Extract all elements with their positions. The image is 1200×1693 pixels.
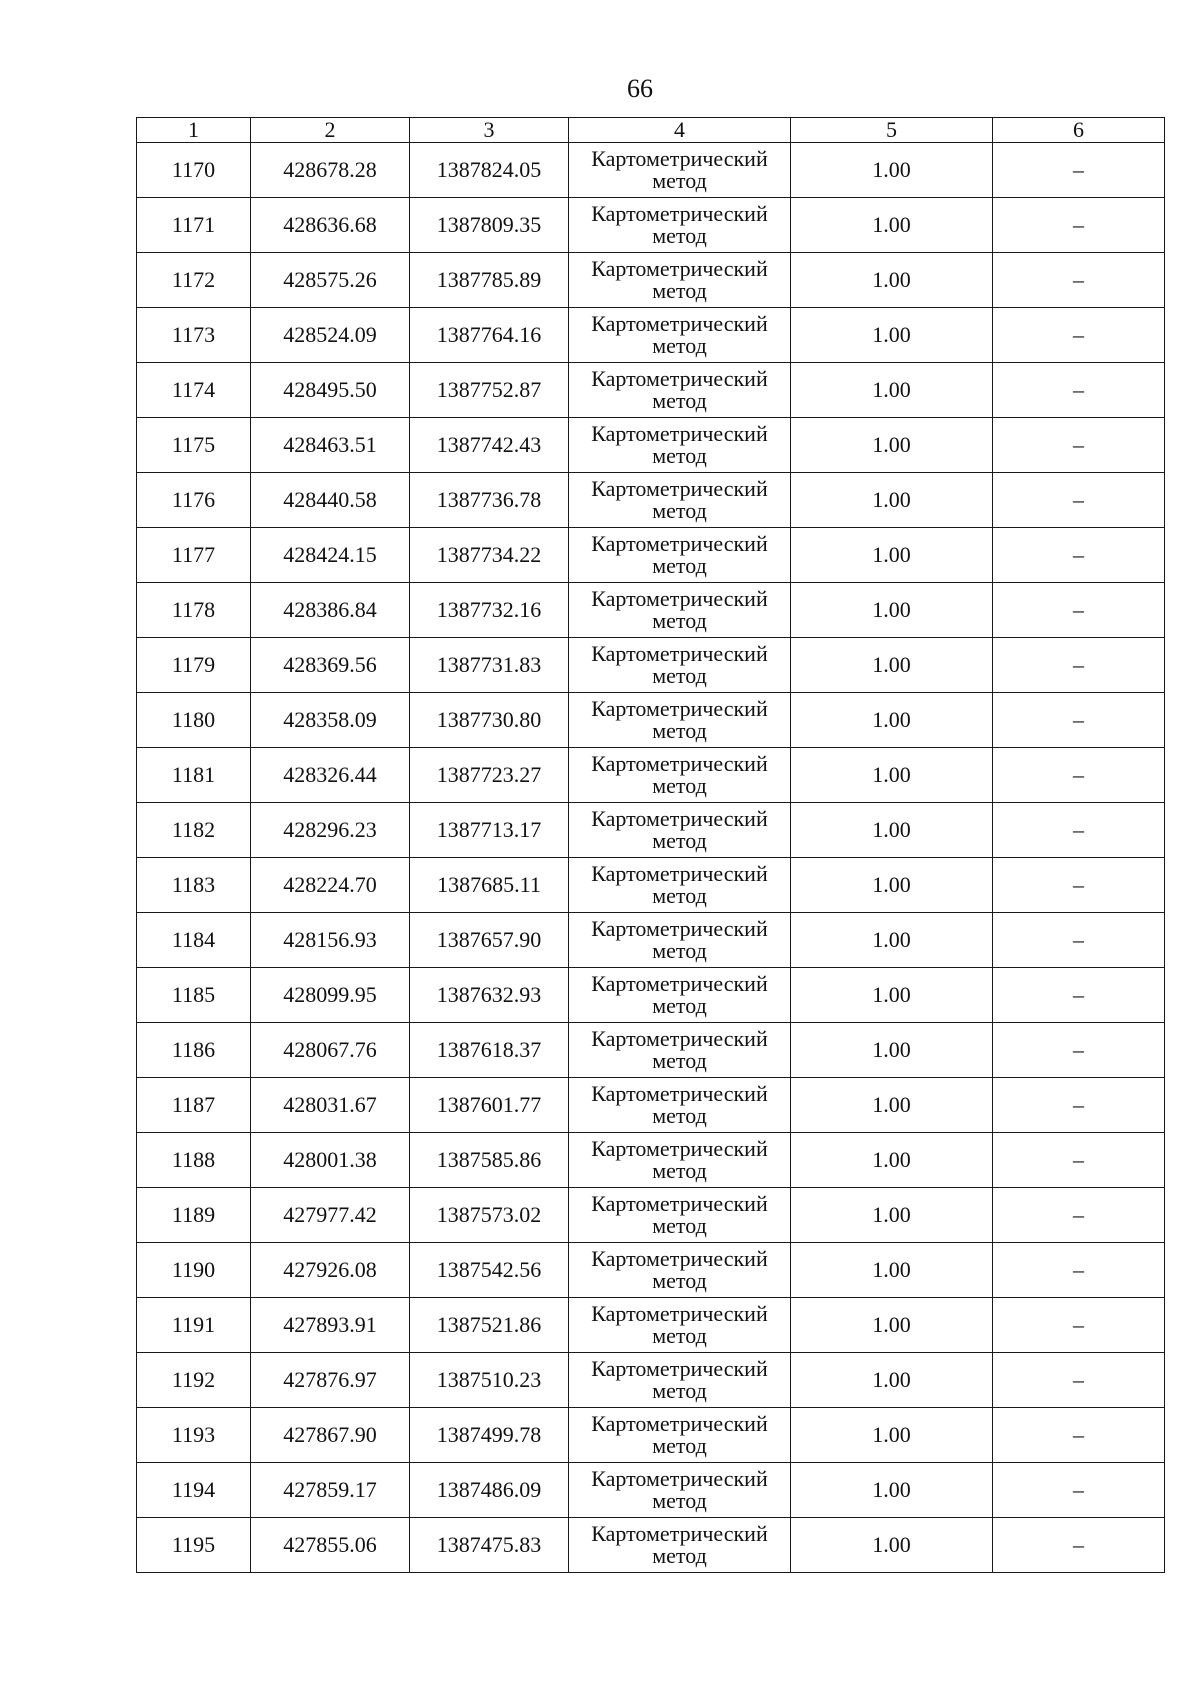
method-line-2: метод [652, 608, 707, 633]
method-line-1: Картометрический [591, 696, 768, 721]
note-cell: – [993, 1408, 1165, 1463]
method-line-1: Картометрический [591, 1356, 768, 1381]
x-coordinate-cell: 428031.67 [251, 1078, 410, 1133]
accuracy-cell: 1.00 [791, 638, 993, 693]
method-cell [569, 1078, 791, 1133]
x-coordinate-cell: 428369.56 [251, 638, 410, 693]
accuracy-cell: 1.00 [791, 1463, 993, 1518]
point-number-cell: 1178 [137, 583, 251, 638]
point-number-cell: 1186 [137, 1023, 251, 1078]
y-coordinate-cell: 1387475.83 [410, 1518, 569, 1573]
method-cell [569, 363, 791, 418]
y-coordinate-cell: 1387521.86 [410, 1298, 569, 1353]
y-coordinate-cell: 1387510.23 [410, 1353, 569, 1408]
method-cell [569, 473, 791, 528]
point-number-cell: 1188 [137, 1133, 251, 1188]
note-cell: – [993, 1353, 1165, 1408]
note-cell: – [993, 693, 1165, 748]
y-coordinate-cell: 1387809.35 [410, 198, 569, 253]
x-coordinate-cell: 428636.68 [251, 198, 410, 253]
method-line-1: Картометрический [591, 1411, 768, 1436]
point-number-cell: 1187 [137, 1078, 251, 1133]
point-number-cell: 1195 [137, 1518, 251, 1573]
note-cell: – [993, 1078, 1165, 1133]
method-cell [569, 253, 791, 308]
method-line-1: Картометрический [591, 1301, 768, 1326]
method-cell [569, 803, 791, 858]
y-coordinate-cell: 1387734.22 [410, 528, 569, 583]
note-cell: – [993, 1133, 1165, 1188]
note-cell: – [993, 473, 1165, 528]
y-coordinate-cell: 1387585.86 [410, 1133, 569, 1188]
x-coordinate-cell: 428463.51 [251, 418, 410, 473]
method-line-1: Картометрический [591, 586, 768, 611]
table-row [137, 308, 1165, 363]
accuracy-cell: 1.00 [791, 968, 993, 1023]
accuracy-cell: 1.00 [791, 803, 993, 858]
method-line-1: Картометрический [591, 476, 768, 501]
method-line-2: метод [652, 828, 707, 853]
method-cell [569, 528, 791, 583]
method-line-2: метод [652, 1433, 707, 1458]
table-row [137, 858, 1165, 913]
method-cell [569, 143, 791, 198]
accuracy-cell: 1.00 [791, 1353, 993, 1408]
method-cell [569, 1298, 791, 1353]
point-number-cell: 1182 [137, 803, 251, 858]
x-coordinate-cell: 428495.50 [251, 363, 410, 418]
point-number-cell: 1173 [137, 308, 251, 363]
method-cell [569, 1518, 791, 1573]
method-line-1: Картометрический [591, 1466, 768, 1491]
table-row [137, 1078, 1165, 1133]
method-line-1: Картометрический [591, 806, 768, 831]
method-line-2: метод [652, 168, 707, 193]
table-row [137, 1243, 1165, 1298]
point-number-cell: 1179 [137, 638, 251, 693]
method-line-2: метод [652, 1488, 707, 1513]
method-line-1: Картометрический [591, 531, 768, 556]
method-line-1: Картометрический [591, 1136, 768, 1161]
method-cell [569, 308, 791, 363]
y-coordinate-cell: 1387732.16 [410, 583, 569, 638]
point-number-cell: 1170 [137, 143, 251, 198]
method-line-1: Картометрический [591, 1246, 768, 1271]
method-line-2: метод [652, 498, 707, 523]
table-row [137, 913, 1165, 968]
method-cell [569, 638, 791, 693]
accuracy-cell: 1.00 [791, 913, 993, 968]
method-cell [569, 968, 791, 1023]
header-col-4: 4 [569, 118, 791, 143]
point-number-cell: 1183 [137, 858, 251, 913]
y-coordinate-cell: 1387601.77 [410, 1078, 569, 1133]
note-cell: – [993, 308, 1165, 363]
method-line-1: Картометрический [591, 201, 768, 226]
y-coordinate-cell: 1387824.05 [410, 143, 569, 198]
x-coordinate-cell: 428440.58 [251, 473, 410, 528]
point-number-cell: 1175 [137, 418, 251, 473]
note-cell: – [993, 418, 1165, 473]
x-coordinate-cell: 427977.42 [251, 1188, 410, 1243]
point-number-cell: 1176 [137, 473, 251, 528]
y-coordinate-cell: 1387486.09 [410, 1463, 569, 1518]
x-coordinate-cell: 428099.95 [251, 968, 410, 1023]
method-cell [569, 1133, 791, 1188]
y-coordinate-cell: 1387731.83 [410, 638, 569, 693]
header-col-5: 5 [791, 118, 993, 143]
header-col-2: 2 [251, 118, 410, 143]
accuracy-cell: 1.00 [791, 253, 993, 308]
table-row [137, 473, 1165, 528]
accuracy-cell: 1.00 [791, 1078, 993, 1133]
table-row [137, 1298, 1165, 1353]
header-col-3: 3 [410, 118, 569, 143]
header-col-6: 6 [993, 118, 1165, 143]
table-row [137, 363, 1165, 418]
table-row [137, 748, 1165, 803]
x-coordinate-cell: 428524.09 [251, 308, 410, 363]
accuracy-cell: 1.00 [791, 748, 993, 803]
y-coordinate-cell: 1387752.87 [410, 363, 569, 418]
table-row [137, 1188, 1165, 1243]
method-line-1: Картометрический [591, 1026, 768, 1051]
table-row [137, 1463, 1165, 1518]
method-line-2: метод [652, 938, 707, 963]
accuracy-cell: 1.00 [791, 528, 993, 583]
x-coordinate-cell: 428424.15 [251, 528, 410, 583]
point-number-cell: 1189 [137, 1188, 251, 1243]
method-cell [569, 858, 791, 913]
method-cell [569, 1408, 791, 1463]
table-row [137, 418, 1165, 473]
header-row [137, 118, 1165, 143]
point-number-cell: 1177 [137, 528, 251, 583]
point-number-cell: 1190 [137, 1243, 251, 1298]
method-line-2: метод [652, 883, 707, 908]
method-line-2: метод [652, 663, 707, 688]
method-cell [569, 583, 791, 638]
point-number-cell: 1174 [137, 363, 251, 418]
point-number-cell: 1180 [137, 693, 251, 748]
x-coordinate-cell: 428001.38 [251, 1133, 410, 1188]
coordinates-table [136, 117, 1165, 1573]
note-cell: – [993, 1518, 1165, 1573]
table-row [137, 1518, 1165, 1573]
note-cell: – [993, 913, 1165, 968]
note-cell: – [993, 143, 1165, 198]
point-number-cell: 1192 [137, 1353, 251, 1408]
note-cell: – [993, 1463, 1165, 1518]
point-number-cell: 1191 [137, 1298, 251, 1353]
method-line-2: метод [652, 278, 707, 303]
y-coordinate-cell: 1387685.11 [410, 858, 569, 913]
note-cell: – [993, 1298, 1165, 1353]
note-cell: – [993, 748, 1165, 803]
y-coordinate-cell: 1387657.90 [410, 913, 569, 968]
note-cell: – [993, 968, 1165, 1023]
accuracy-cell: 1.00 [791, 858, 993, 913]
method-line-2: метод [652, 1158, 707, 1183]
method-cell [569, 1353, 791, 1408]
note-cell: – [993, 583, 1165, 638]
note-cell: – [993, 363, 1165, 418]
method-line-2: метод [652, 993, 707, 1018]
x-coordinate-cell: 427859.17 [251, 1463, 410, 1518]
accuracy-cell: 1.00 [791, 473, 993, 528]
method-line-2: метод [652, 1268, 707, 1293]
method-line-1: Картометрический [591, 311, 768, 336]
accuracy-cell: 1.00 [791, 1133, 993, 1188]
x-coordinate-cell: 428326.44 [251, 748, 410, 803]
note-cell: – [993, 253, 1165, 308]
page-number: 66 [627, 74, 653, 103]
point-number-cell: 1181 [137, 748, 251, 803]
accuracy-cell: 1.00 [791, 1243, 993, 1298]
note-cell: – [993, 1188, 1165, 1243]
method-cell [569, 1023, 791, 1078]
method-line-1: Картометрический [591, 971, 768, 996]
point-number-cell: 1184 [137, 913, 251, 968]
note-cell: – [993, 638, 1165, 693]
x-coordinate-cell: 427893.91 [251, 1298, 410, 1353]
table-row [137, 198, 1165, 253]
method-line-1: Картометрический [591, 1521, 768, 1546]
table-body [137, 143, 1165, 1573]
method-line-1: Картометрический [591, 751, 768, 776]
note-cell: – [993, 198, 1165, 253]
accuracy-cell: 1.00 [791, 693, 993, 748]
x-coordinate-cell: 427926.08 [251, 1243, 410, 1298]
table-row [137, 253, 1165, 308]
y-coordinate-cell: 1387736.78 [410, 473, 569, 528]
table-row [137, 1023, 1165, 1078]
x-coordinate-cell: 428575.26 [251, 253, 410, 308]
y-coordinate-cell: 1387730.80 [410, 693, 569, 748]
method-cell [569, 748, 791, 803]
table-row [137, 638, 1165, 693]
method-line-1: Картометрический [591, 146, 768, 171]
method-line-2: метод [652, 553, 707, 578]
method-line-2: метод [652, 773, 707, 798]
y-coordinate-cell: 1387573.02 [410, 1188, 569, 1243]
accuracy-cell: 1.00 [791, 308, 993, 363]
x-coordinate-cell: 428067.76 [251, 1023, 410, 1078]
note-cell: – [993, 1023, 1165, 1078]
point-number-cell: 1185 [137, 968, 251, 1023]
y-coordinate-cell: 1387785.89 [410, 253, 569, 308]
table-row [137, 583, 1165, 638]
table-row [137, 1353, 1165, 1408]
method-cell [569, 1243, 791, 1298]
table-row [137, 693, 1165, 748]
accuracy-cell: 1.00 [791, 1023, 993, 1078]
method-line-2: метод [652, 1323, 707, 1348]
y-coordinate-cell: 1387764.16 [410, 308, 569, 363]
x-coordinate-cell: 428224.70 [251, 858, 410, 913]
method-cell [569, 1188, 791, 1243]
method-cell [569, 198, 791, 253]
method-line-2: метод [652, 718, 707, 743]
x-coordinate-cell: 428296.23 [251, 803, 410, 858]
method-line-1: Картометрический [591, 256, 768, 281]
x-coordinate-cell: 427876.97 [251, 1353, 410, 1408]
accuracy-cell: 1.00 [791, 1518, 993, 1573]
method-line-2: метод [652, 1213, 707, 1238]
method-line-2: метод [652, 1543, 707, 1568]
note-cell: – [993, 1243, 1165, 1298]
point-number-cell: 1194 [137, 1463, 251, 1518]
accuracy-cell: 1.00 [791, 418, 993, 473]
method-line-2: метод [652, 1103, 707, 1128]
y-coordinate-cell: 1387618.37 [410, 1023, 569, 1078]
method-line-1: Картометрический [591, 916, 768, 941]
x-coordinate-cell: 428386.84 [251, 583, 410, 638]
y-coordinate-cell: 1387713.17 [410, 803, 569, 858]
method-cell [569, 693, 791, 748]
table-row [137, 143, 1165, 198]
table-row [137, 1133, 1165, 1188]
note-cell: – [993, 858, 1165, 913]
accuracy-cell: 1.00 [791, 1298, 993, 1353]
method-line-2: метод [652, 333, 707, 358]
method-line-1: Картометрический [591, 421, 768, 446]
x-coordinate-cell: 427867.90 [251, 1408, 410, 1463]
x-coordinate-cell: 428156.93 [251, 913, 410, 968]
table-row [137, 528, 1165, 583]
accuracy-cell: 1.00 [791, 363, 993, 418]
method-line-1: Картометрический [591, 1081, 768, 1106]
note-cell: – [993, 528, 1165, 583]
method-cell [569, 913, 791, 968]
method-cell [569, 1463, 791, 1518]
y-coordinate-cell: 1387723.27 [410, 748, 569, 803]
point-number-cell: 1193 [137, 1408, 251, 1463]
method-line-2: метод [652, 1048, 707, 1073]
table-row [137, 968, 1165, 1023]
x-coordinate-cell: 427855.06 [251, 1518, 410, 1573]
note-cell: – [993, 803, 1165, 858]
method-cell [569, 418, 791, 473]
point-number-cell: 1172 [137, 253, 251, 308]
method-line-1: Картометрический [591, 1191, 768, 1216]
method-line-2: метод [652, 388, 707, 413]
y-coordinate-cell: 1387742.43 [410, 418, 569, 473]
point-number-cell: 1171 [137, 198, 251, 253]
method-line-2: метод [652, 1378, 707, 1403]
table-row [137, 1408, 1165, 1463]
accuracy-cell: 1.00 [791, 1188, 993, 1243]
method-line-1: Картометрический [591, 641, 768, 666]
table-row [137, 803, 1165, 858]
accuracy-cell: 1.00 [791, 583, 993, 638]
method-line-1: Картометрический [591, 861, 768, 886]
y-coordinate-cell: 1387632.93 [410, 968, 569, 1023]
y-coordinate-cell: 1387499.78 [410, 1408, 569, 1463]
method-line-1: Картометрический [591, 366, 768, 391]
x-coordinate-cell: 428678.28 [251, 143, 410, 198]
method-line-2: метод [652, 223, 707, 248]
header-col-1: 1 [137, 118, 251, 143]
method-line-2: метод [652, 443, 707, 468]
y-coordinate-cell: 1387542.56 [410, 1243, 569, 1298]
accuracy-cell: 1.00 [791, 143, 993, 198]
accuracy-cell: 1.00 [791, 1408, 993, 1463]
x-coordinate-cell: 428358.09 [251, 693, 410, 748]
accuracy-cell: 1.00 [791, 198, 993, 253]
